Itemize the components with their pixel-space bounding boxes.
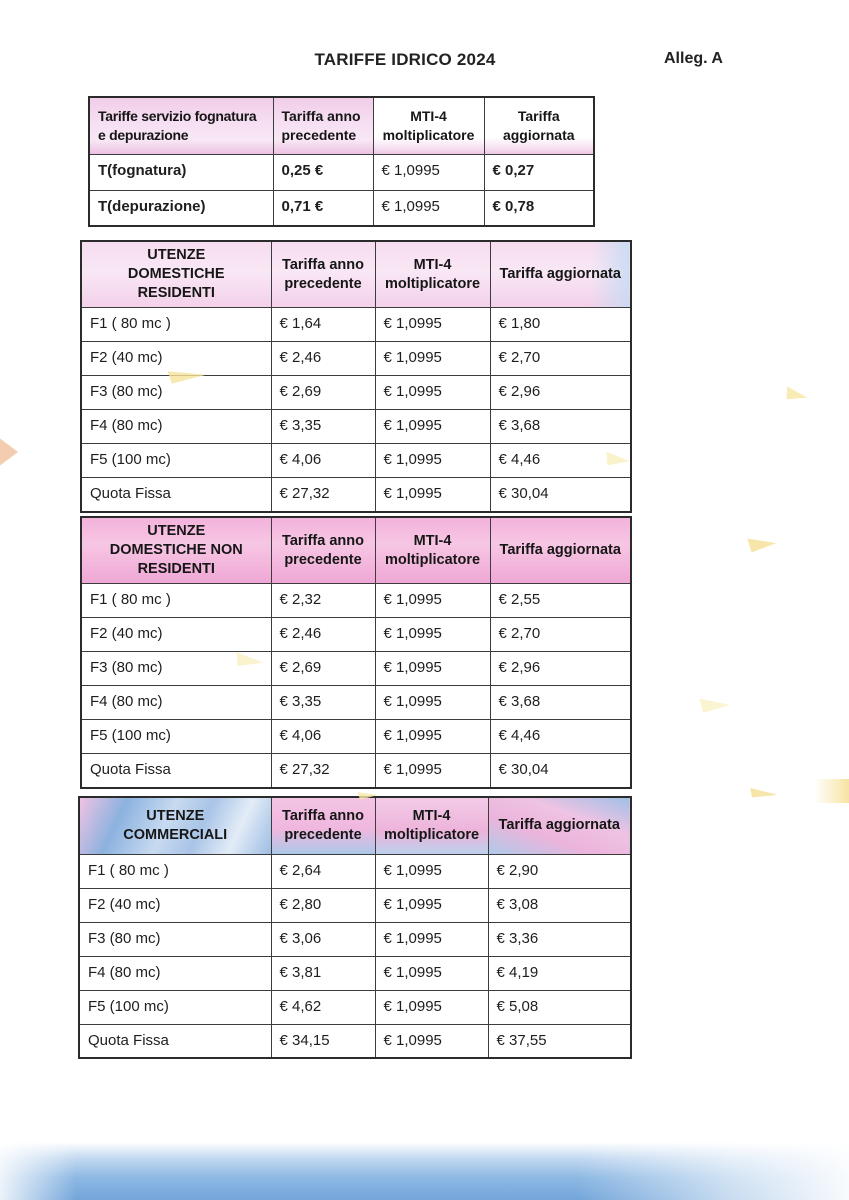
value-cell: € 0,78 bbox=[484, 190, 594, 226]
highlighter-mark bbox=[814, 779, 849, 803]
value-cell: € 3,06 bbox=[271, 922, 375, 956]
value-cell: € 2,69 bbox=[271, 376, 375, 410]
value-cell: € 2,90 bbox=[488, 854, 631, 888]
value-cell: € 1,0995 bbox=[375, 1024, 488, 1058]
watercolor-band-bottom bbox=[0, 1142, 849, 1200]
value-cell: € 4,62 bbox=[271, 990, 375, 1024]
table-row bbox=[81, 308, 631, 342]
highlighter-mark bbox=[750, 786, 779, 798]
column-header: Tariffa aggiornata bbox=[490, 517, 631, 584]
value-cell: € 4,06 bbox=[271, 720, 375, 754]
row-label-cell: Quota Fissa bbox=[79, 1024, 271, 1058]
table-fognatura-depurazione bbox=[88, 96, 595, 227]
value-cell: € 1,0995 bbox=[375, 922, 488, 956]
highlighter-mark bbox=[785, 384, 809, 403]
row-label-cell: F3 (80 mc) bbox=[81, 376, 271, 410]
value-cell: € 5,08 bbox=[488, 990, 631, 1024]
table-domestiche-non-residenti bbox=[80, 516, 632, 789]
row-label-cell: F1 ( 80 mc ) bbox=[81, 308, 271, 342]
value-cell: € 2,69 bbox=[271, 652, 375, 686]
value-cell: € 1,0995 bbox=[375, 956, 488, 990]
value-cell: € 3,35 bbox=[271, 686, 375, 720]
value-cell: € 1,64 bbox=[271, 308, 375, 342]
value-cell: € 1,0995 bbox=[375, 754, 490, 788]
table-row bbox=[81, 720, 631, 754]
value-cell: € 1,0995 bbox=[375, 888, 488, 922]
value-cell: € 2,46 bbox=[271, 342, 375, 376]
annex-label: Alleg. A bbox=[664, 50, 723, 67]
value-cell: € 3,68 bbox=[490, 686, 631, 720]
value-cell: € 34,15 bbox=[271, 1024, 375, 1058]
value-cell: € 2,46 bbox=[271, 618, 375, 652]
value-cell: € 1,0995 bbox=[375, 720, 490, 754]
value-cell: € 1,0995 bbox=[375, 478, 490, 512]
table-row bbox=[81, 754, 631, 788]
highlighter-mark bbox=[747, 532, 777, 553]
table-header bbox=[81, 241, 631, 308]
value-cell: € 2,55 bbox=[490, 584, 631, 618]
value-cell: 0,25 € bbox=[273, 154, 373, 190]
value-cell: € 27,32 bbox=[271, 754, 375, 788]
value-cell: € 1,0995 bbox=[375, 686, 490, 720]
value-cell: € 1,0995 bbox=[375, 410, 490, 444]
value-cell: € 1,0995 bbox=[375, 652, 490, 686]
row-label-cell: F5 (100 mc) bbox=[81, 720, 271, 754]
table-row bbox=[79, 1024, 631, 1058]
table-header bbox=[81, 517, 631, 584]
column-header: Tariffa aggiornata bbox=[484, 97, 594, 154]
value-cell: € 37,55 bbox=[488, 1024, 631, 1058]
table-row bbox=[81, 342, 631, 376]
value-cell: € 1,0995 bbox=[373, 154, 484, 190]
row-label-cell: F2 (40 mc) bbox=[81, 342, 271, 376]
value-cell: € 3,36 bbox=[488, 922, 631, 956]
column-header: MTI-4 moltiplicatore bbox=[373, 97, 484, 154]
value-cell: € 2,70 bbox=[490, 342, 631, 376]
value-cell: € 3,81 bbox=[271, 956, 375, 990]
column-header: MTI-4 moltiplicatore bbox=[375, 517, 490, 584]
row-label-cell: F2 (40 mc) bbox=[79, 888, 271, 922]
column-header: UTENZE COMMERCIALI bbox=[79, 797, 271, 854]
value-cell: € 1,0995 bbox=[375, 308, 490, 342]
value-cell: € 1,0995 bbox=[375, 990, 488, 1024]
column-header: UTENZE DOMESTICHE RESIDENTI bbox=[81, 241, 271, 308]
value-cell: € 3,35 bbox=[271, 410, 375, 444]
table-row bbox=[81, 444, 631, 478]
column-header: UTENZE DOMESTICHE NON RESIDENTI bbox=[81, 517, 271, 584]
row-label-cell: T(depurazione) bbox=[89, 190, 273, 226]
row-label-cell: F5 (100 mc) bbox=[81, 444, 271, 478]
value-cell: 0,71 € bbox=[273, 190, 373, 226]
value-cell: € 1,0995 bbox=[375, 584, 490, 618]
table-header bbox=[89, 97, 594, 154]
value-cell: € 4,06 bbox=[271, 444, 375, 478]
value-cell: € 1,0995 bbox=[375, 342, 490, 376]
value-cell: € 3,08 bbox=[488, 888, 631, 922]
table-body bbox=[81, 308, 631, 512]
value-cell: € 2,70 bbox=[490, 618, 631, 652]
value-cell: € 2,64 bbox=[271, 854, 375, 888]
value-cell: € 4,19 bbox=[488, 956, 631, 990]
column-header: Tariffa anno precedente bbox=[271, 517, 375, 584]
table-row bbox=[81, 618, 631, 652]
column-header: Tariffa aggiornata bbox=[490, 241, 631, 308]
value-cell: € 1,0995 bbox=[375, 444, 490, 478]
table-body bbox=[89, 154, 594, 226]
row-label-cell: F4 (80 mc) bbox=[81, 410, 271, 444]
value-cell: € 30,04 bbox=[490, 478, 631, 512]
value-cell: € 1,0995 bbox=[375, 376, 490, 410]
value-cell: € 1,0995 bbox=[373, 190, 484, 226]
table-row bbox=[89, 154, 594, 190]
table-row bbox=[81, 376, 631, 410]
row-label-cell: F5 (100 mc) bbox=[79, 990, 271, 1024]
table-domestiche-residenti bbox=[80, 240, 632, 513]
value-cell: € 27,32 bbox=[271, 478, 375, 512]
row-label-cell: F4 (80 mc) bbox=[81, 686, 271, 720]
column-header: Tariffe servizio fognatura e depurazione bbox=[89, 97, 273, 154]
table-body bbox=[81, 584, 631, 788]
value-cell: € 2,96 bbox=[490, 376, 631, 410]
column-header: MTI-4 moltiplicatore bbox=[375, 797, 488, 854]
table-row bbox=[79, 922, 631, 956]
table-body bbox=[79, 854, 631, 1058]
value-cell: € 4,46 bbox=[490, 444, 631, 478]
column-header: MTI-4 moltiplicatore bbox=[375, 241, 490, 308]
value-cell: € 30,04 bbox=[490, 754, 631, 788]
table-row bbox=[81, 478, 631, 512]
column-header: Tariffa aggiornata bbox=[488, 797, 631, 854]
table-row bbox=[79, 956, 631, 990]
value-cell: € 1,80 bbox=[490, 308, 631, 342]
value-cell: € 2,80 bbox=[271, 888, 375, 922]
row-label-cell: F3 (80 mc) bbox=[81, 652, 271, 686]
value-cell: € 1,0995 bbox=[375, 618, 490, 652]
row-label-cell: F1 ( 80 mc ) bbox=[79, 854, 271, 888]
table-row bbox=[81, 652, 631, 686]
column-header: Tariffa anno precedente bbox=[271, 797, 375, 854]
table-row bbox=[79, 854, 631, 888]
value-cell: € 2,32 bbox=[271, 584, 375, 618]
value-cell: € 0,27 bbox=[484, 154, 594, 190]
column-header: Tariffa anno precedente bbox=[273, 97, 373, 154]
value-cell: € 1,0995 bbox=[375, 854, 488, 888]
highlighter-mark bbox=[699, 694, 730, 713]
highlighter-mark bbox=[0, 437, 18, 467]
value-cell: € 3,68 bbox=[490, 410, 631, 444]
page-title: TARIFFE IDRICO 2024 bbox=[314, 50, 496, 69]
row-label-cell: F4 (80 mc) bbox=[79, 956, 271, 990]
value-cell: € 4,46 bbox=[490, 720, 631, 754]
row-label-cell: F1 ( 80 mc ) bbox=[81, 584, 271, 618]
table-commerciali bbox=[78, 796, 632, 1059]
table-row bbox=[89, 190, 594, 226]
row-label-cell: F2 (40 mc) bbox=[81, 618, 271, 652]
table-row bbox=[79, 990, 631, 1024]
value-cell: € 2,96 bbox=[490, 652, 631, 686]
row-label-cell: F3 (80 mc) bbox=[79, 922, 271, 956]
table-row bbox=[81, 686, 631, 720]
table-row bbox=[81, 584, 631, 618]
row-label-cell: Quota Fissa bbox=[81, 478, 271, 512]
table-header bbox=[79, 797, 631, 854]
row-label-cell: T(fognatura) bbox=[89, 154, 273, 190]
column-header: Tariffa anno precedente bbox=[271, 241, 375, 308]
table-row bbox=[79, 888, 631, 922]
table-row bbox=[81, 410, 631, 444]
row-label-cell: Quota Fissa bbox=[81, 754, 271, 788]
